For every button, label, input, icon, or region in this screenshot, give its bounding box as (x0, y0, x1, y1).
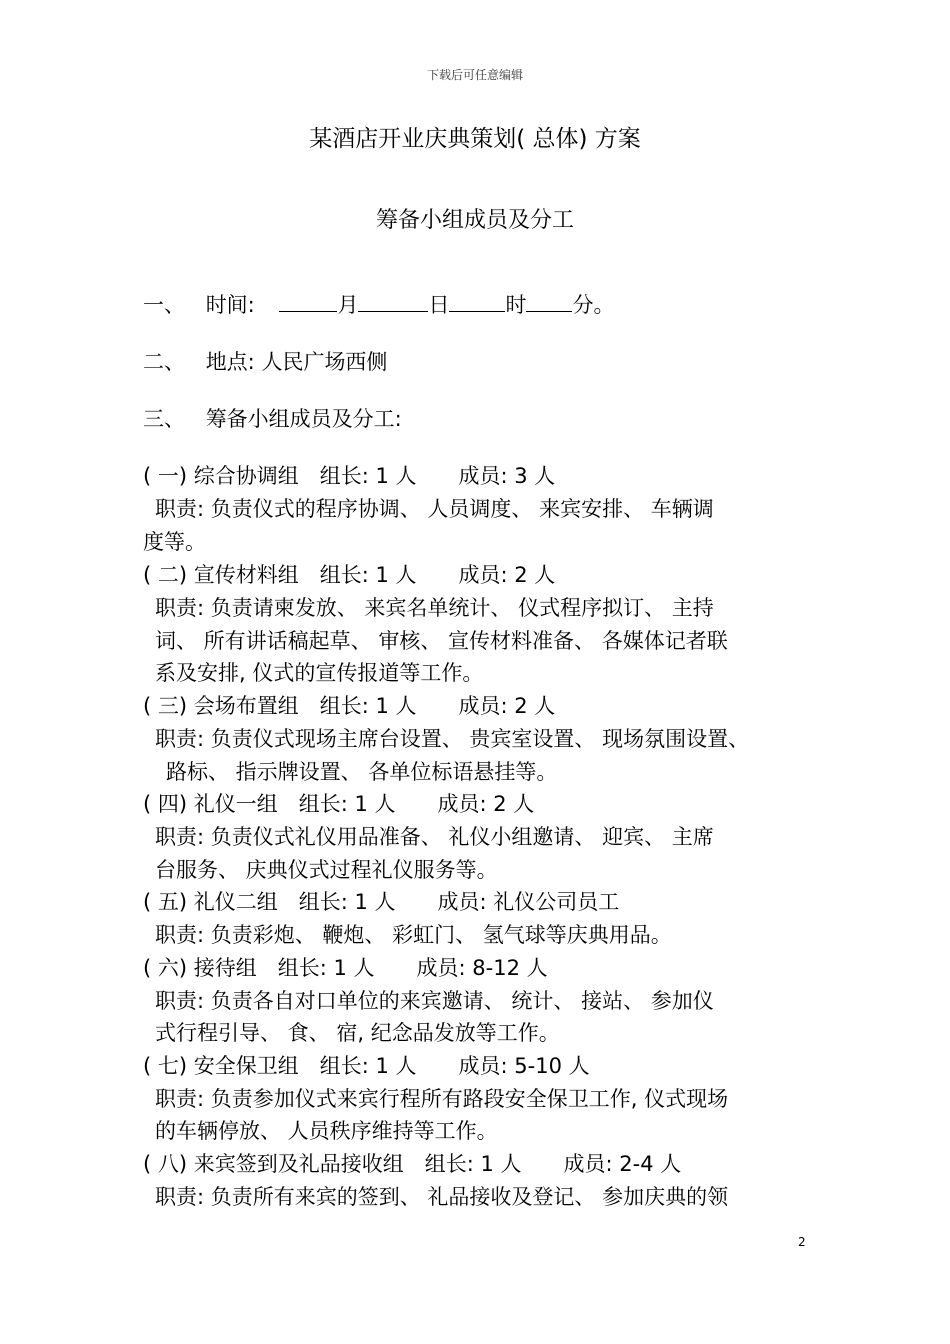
blank-day (358, 291, 428, 312)
group-heading: ( 三) 会场布置组 组长: 1 人 成员: 2 人 (143, 694, 556, 718)
section-number: 三、 (143, 407, 185, 431)
time-label: 时间: (205, 293, 255, 317)
day-unit: 日 (428, 293, 450, 317)
page-header: 下载后可任意编辑 (426, 68, 523, 82)
blank-hour (449, 291, 505, 312)
group-heading: ( 八) 来宾签到及礼品接收组 组长: 1 人 成员: 2-4 人 (143, 1152, 682, 1176)
document-subtitle: 筹备小组成员及分工 (375, 208, 574, 233)
group-duty-line: 系及安排, 仪式的宣传报道等工作。 (155, 661, 484, 685)
group-duty-line: 职责: 负责所有来宾的签到、 礼品接收及登记、 参加庆典的领 (155, 1185, 729, 1209)
group-duty-line: 职责: 负责彩炮、 鞭炮、 彩虹门、 氢气球等庆典用品。 (155, 923, 672, 947)
group-heading: ( 一) 综合协调组 组长: 1 人 成员: 3 人 (143, 464, 556, 488)
group-duty-line: 词、 所有讲话稿起草、 审核、 宣传材料准备、 各媒体记者联 (155, 629, 728, 653)
group-duty-line: 职责: 负责各自对口单位的来宾邀请、 统计、 接站、 参加仪 (155, 989, 714, 1013)
location-text: 地点: 人民广场西侧 (205, 350, 388, 374)
section-time (143, 289, 614, 319)
group-heading: ( 七) 安全保卫组 组长: 1 人 成员: 5-10 人 (143, 1054, 590, 1078)
group-heading: ( 二) 宣传材料组 组长: 1 人 成员: 2 人 (143, 563, 556, 587)
group-duty-line: 路标、 指示牌设置、 各单位标语悬挂等。 (166, 760, 558, 784)
page-number: 2 (798, 1235, 806, 1249)
section-team (143, 403, 402, 433)
group-heading: ( 四) 礼仪一组 组长: 1 人 成员: 2 人 (143, 792, 535, 816)
group-duty-line: 职责: 负责仪式现场主席台设置、 贵宾室设置、 现场氛围设置、 (155, 727, 750, 751)
group-duty-line: 台服务、 庆典仪式过程礼仪服务等。 (155, 858, 498, 882)
group-heading: ( 六) 接待组 组长: 1 人 成员: 8-12 人 (143, 956, 548, 980)
section-number: 一、 (143, 293, 185, 317)
group-duty-line: 的车辆停放、 人员秩序维持等工作。 (155, 1119, 498, 1143)
hour-unit: 时 (505, 293, 527, 317)
section-number: 二、 (143, 350, 185, 374)
blank-minute (526, 291, 572, 312)
group-heading: ( 五) 礼仪二组 组长: 1 人 成员: 礼仪公司员工 (143, 890, 620, 914)
group-duty-line: 度等。 (143, 530, 206, 554)
section-location (143, 346, 387, 376)
group-duty-line: 职责: 负责参加仪式来宾行程所有路段安全保卫工作, 仪式现场 (155, 1087, 729, 1111)
team-heading: 筹备小组成员及分工: (205, 407, 402, 431)
group-duty-line: 职责: 负责仪式礼仪用品准备、 礼仪小组邀请、 迎宾、 主席 (155, 825, 714, 849)
minute-unit: 分。 (572, 293, 615, 317)
document-title: 某酒店开业庆典策划( 总体) 方案 (309, 126, 641, 152)
group-duty-line: 职责: 负责仪式的程序协调、 人员调度、 来宾安排、 车辆调 (155, 497, 714, 521)
group-duty-line: 式行程引导、 食、 宿, 纪念品发放等工作。 (155, 1021, 560, 1045)
month-unit: 月 (337, 293, 359, 317)
group-duty-line: 职责: 负责请柬发放、 来宾名单统计、 仪式程序拟订、 主持 (155, 596, 714, 620)
blank-month (279, 291, 337, 312)
